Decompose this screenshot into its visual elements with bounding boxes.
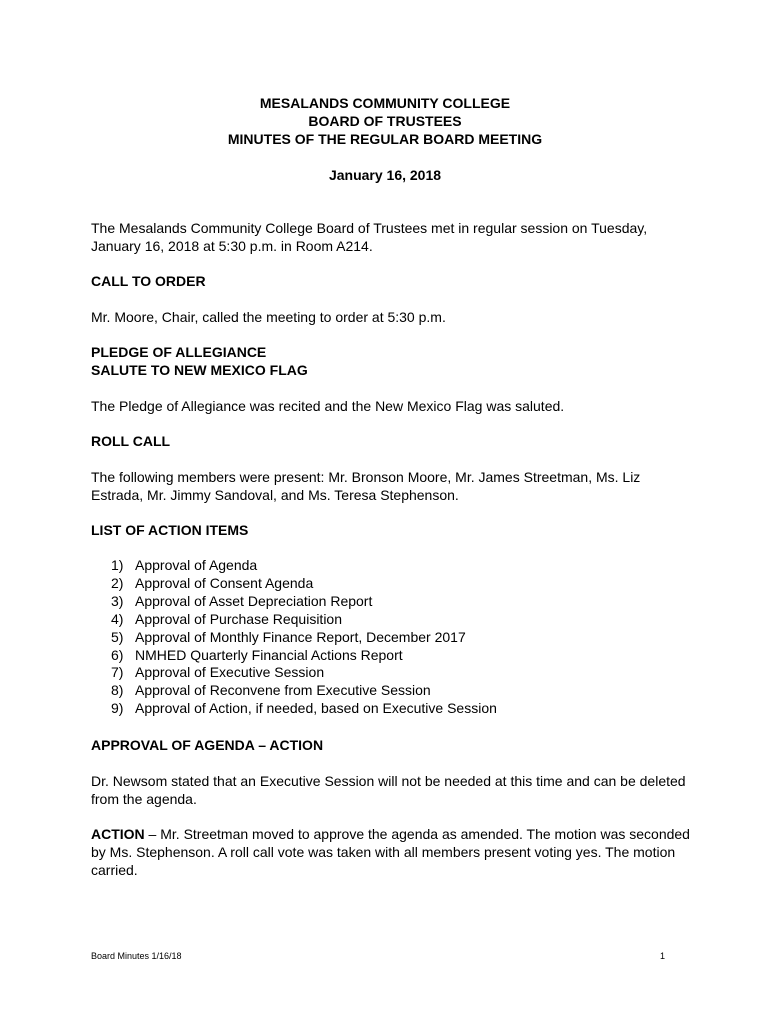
page-number: 1	[659, 951, 665, 961]
action-items-list	[111, 557, 671, 718]
approval-agenda-text: Dr. Newsom stated that an Executive Session will not be needed at this time and can be deleted from the agenda.	[91, 773, 686, 807]
roll-call-text: The following members were present: Mr. Bronson Moore, Mr. James Streetman, Ms. Liz Estrada, Mr. Jimmy Sandoval, and Ms. Teresa Stephenson.	[91, 469, 641, 503]
action-paragraph	[91, 825, 691, 879]
list-item: 6) NMHED Quarterly Financial Actions Report	[111, 646, 403, 663]
list-item: 2) Approval of Consent Agenda	[111, 574, 314, 591]
intro-paragraph: The Mesalands Community College Board of Trustees met in regular session on Tuesday, January 16, 2018 at 5:30 p.m. in Room A214.	[91, 220, 648, 254]
college-name: MESALANDS COMMUNITY COLLEGE	[259, 95, 511, 111]
document-header	[0, 94, 770, 148]
list-item: 3) Approval of Asset Depreciation Report	[111, 592, 373, 609]
document-title: MINUTES OF THE REGULAR BOARD MEETING	[227, 131, 543, 147]
board-name: BOARD OF TRUSTEES	[308, 113, 462, 129]
heading-salute: SALUTE TO NEW MEXICO FLAG	[91, 362, 308, 378]
list-item: 8) Approval of Reconvene from Executive Session	[111, 682, 431, 699]
list-item: 1) Approval of Agenda	[111, 557, 258, 573]
heading-roll-call: ROLL CALL	[91, 433, 171, 449]
action-label: ACTION	[91, 826, 145, 842]
meeting-date: January 16, 2018	[328, 167, 442, 183]
footer-label: Board Minutes 1/16/18	[91, 951, 182, 961]
list-item: 7) Approval of Executive Session	[111, 664, 325, 681]
heading-call-to-order: CALL TO ORDER	[91, 273, 206, 289]
call-to-order-text: Mr. Moore, Chair, called the meeting to order at 5:30 p.m.	[91, 309, 446, 325]
pledge-text: The Pledge of Allegiance was recited and the New Mexico Flag was saluted.	[91, 398, 565, 414]
list-item: 9) Approval of Action, if needed, based on Executive Session	[111, 700, 497, 717]
heading-action-items: LIST OF ACTION ITEMS	[91, 522, 249, 538]
heading-approval-of-agenda: APPROVAL OF AGENDA – ACTION	[91, 737, 324, 753]
action-text: – Mr. Streetman moved to approve the agenda as amended. The motion was seconded by Ms. Stephenson. A roll call vote was taken with all members present voting yes. The motion carried.	[91, 826, 690, 878]
heading-pledge: PLEDGE OF ALLEGIANCE	[91, 344, 267, 360]
list-item: 4) Approval of Purchase Requisition	[111, 610, 343, 627]
list-item: 5) Approval of Monthly Finance Report, December 2017	[111, 628, 466, 645]
